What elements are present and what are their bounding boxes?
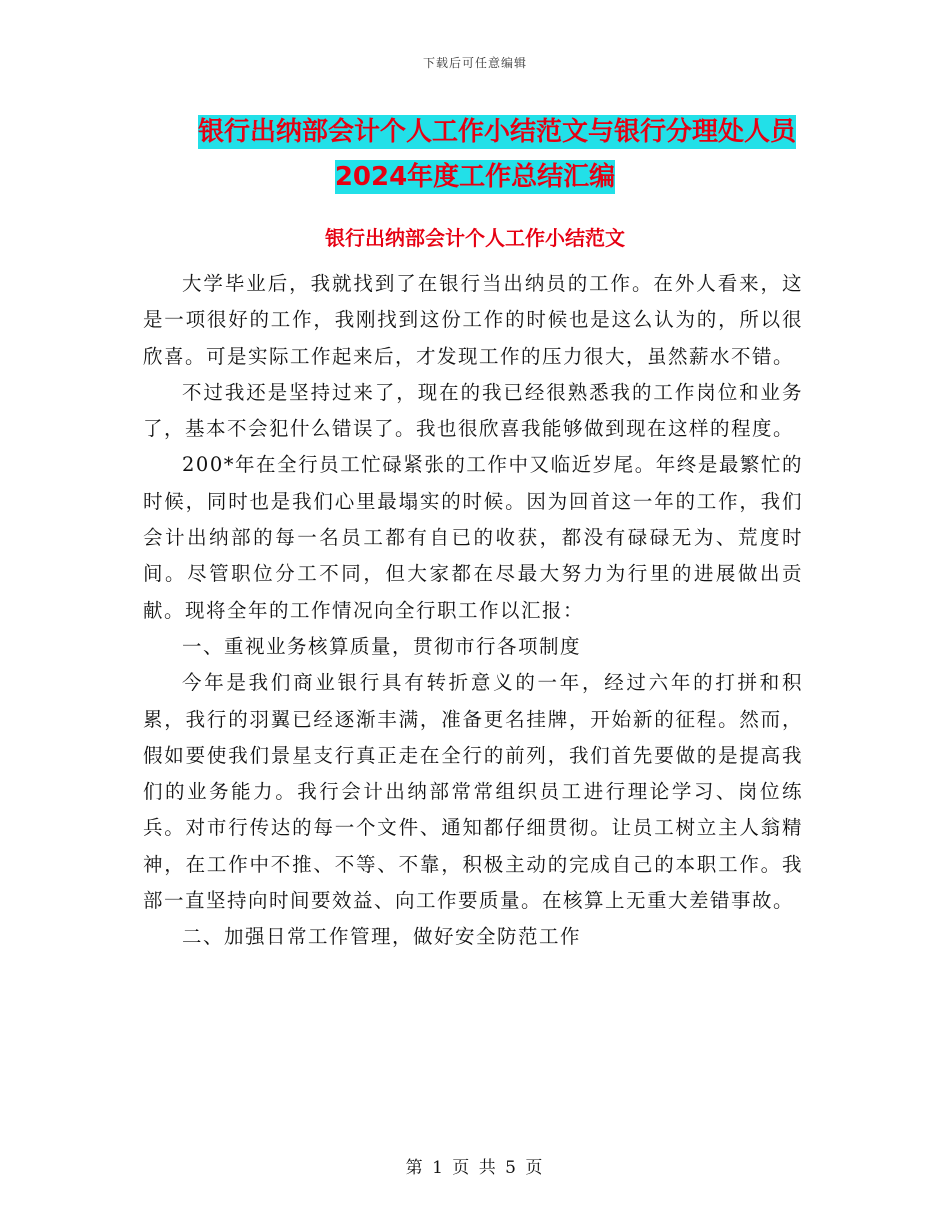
paragraph: 今年是我们商业银行具有转折意义的一年，经过六年的打拼和积累，我行的羽翼已经逐渐丰满，准备更名挂牌，开始新的征程。然而，假如要使我们景星支行真正走在全行的前列，我们首先要做的是提高我们的业务能力。我行会计出纳部常常组织员工进行理论学习、岗位练兵。对市行传达的每一个文件、通知都仔细贯彻。让员工树立主人翁精神，在工作中不推、不等、不靠，积极主动的完成自己的本职工作。我部一直坚持向时间要效益、向工作要质量。在核算上无重大差错事故。: [143, 671, 803, 913]
subheading: 一、重视业务核算质量，贯彻市行各项制度: [182, 634, 582, 658]
document-body: [143, 266, 803, 956]
paragraph: 不过我还是坚持过来了，现在的我已经很熟悉我的工作岗位和业务了，基本不会犯什么错误了。我也很欣喜我能够做到现在这样的程度。: [143, 380, 803, 441]
paragraph: 大学毕业后，我就找到了在银行当出纳员的工作。在外人看来，这是一项很好的工作，我刚找到这份工作的时候也是这么认为的，所以很欣喜。可是实际工作起来后，才发现工作的压力很大，虽然薪水不错。: [143, 272, 803, 368]
document-title: [0, 110, 950, 200]
subheading: 二、加强日常工作管理，做好安全防范工作: [182, 925, 582, 949]
document-title-line1: 银行出纳部会计个人工作小结范文与银行分理处人员: [197, 117, 796, 147]
page-number: 第 1 页 共 5 页: [405, 1158, 545, 1178]
header-note: 下载后可任意编辑: [422, 56, 527, 70]
paragraph: 200*年在全行员工忙碌紧张的工作中又临近岁尾。年终是最繁忙的时候，同时也是我们心里最塌实的时候。因为回首这一年的工作，我们会计出纳部的每一名员工都有自已的收获，都没有碌碌无为、荒度时间。尽管职位分工不同，但大家都在尽最大努力为行里的进展做出贡献。现将全年的工作情况向全行职工作以汇报：: [143, 453, 803, 622]
section-title: 银行出纳部会计个人工作小结范文: [325, 226, 625, 250]
document-title-line2: 2024年度工作总结汇编: [334, 162, 616, 192]
